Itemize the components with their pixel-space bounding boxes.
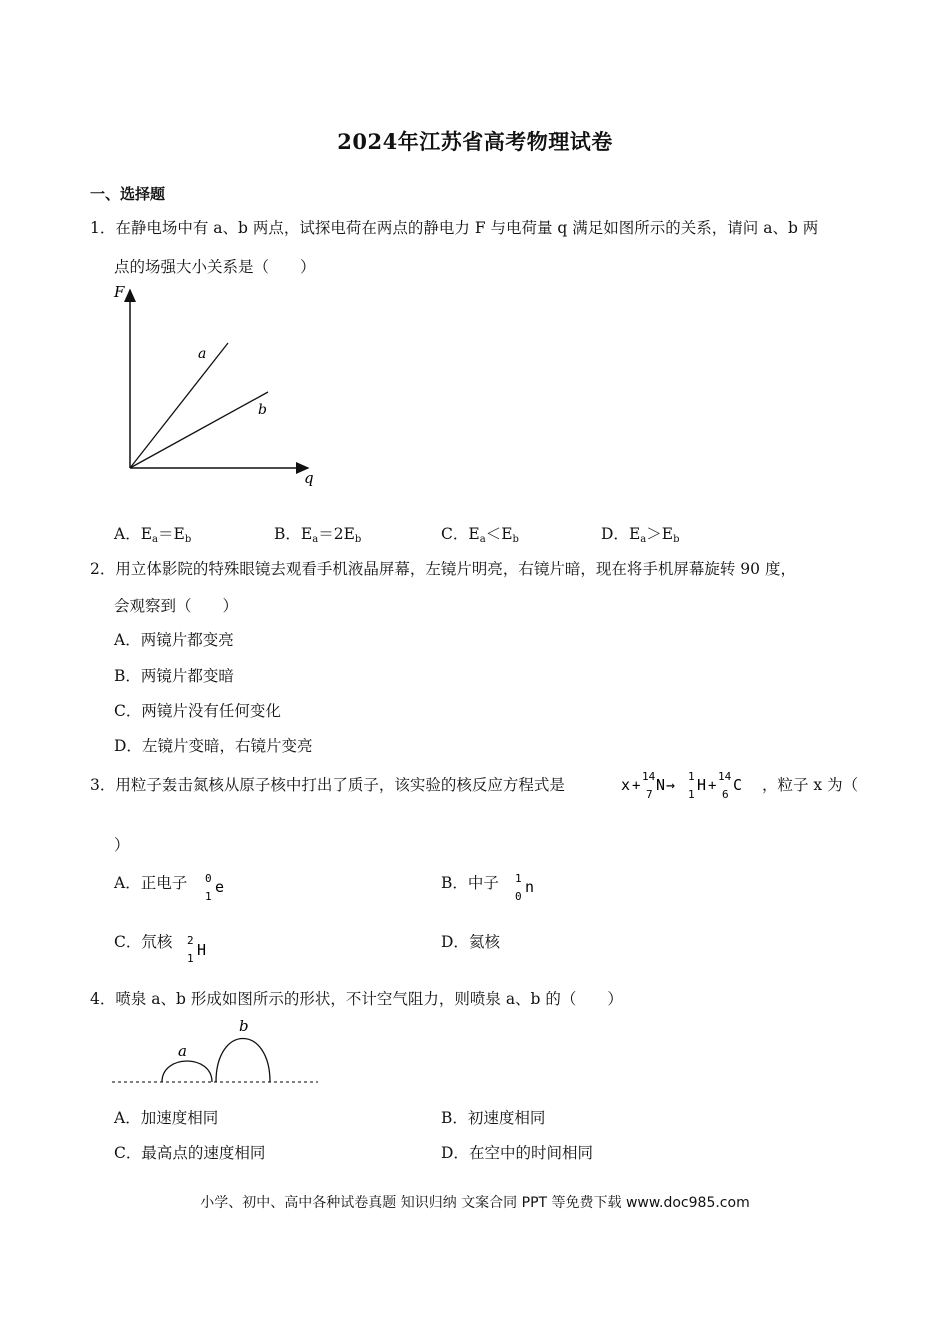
svg-text:+: + (708, 778, 717, 794)
fountain-a-label: a (178, 1042, 187, 1060)
positron-symbol (200, 868, 232, 908)
fountain-a (162, 1061, 212, 1082)
q4-option-d[interactable]: D．在空中的时间相同 (441, 1144, 593, 1162)
question-3: 3．用粒子轰击氮核从原子核中打出了质子，该实验的核反应方程式是 (90, 776, 565, 794)
svg-text:2: 2 (187, 934, 194, 947)
fountain-b (216, 1039, 270, 1083)
svg-text:6: 6 (722, 788, 729, 801)
page-title: 2024年江苏省高考物理试卷 (337, 129, 613, 154)
svg-text:14: 14 (718, 770, 732, 783)
question-1-line-2: 点的场强大小关系是（ ） (114, 258, 316, 276)
q4-option-c[interactable]: C．最高点的速度相同 (114, 1144, 266, 1162)
q1-option-d[interactable]: D．$E_a>E_b$ (601, 525, 680, 545)
q4-option-a[interactable]: A．加速度相同 (114, 1109, 219, 1127)
svg-text:C: C (733, 776, 743, 794)
q3-option-a[interactable]: A．正电子 (114, 874, 188, 892)
neutron-symbol (510, 868, 542, 908)
svg-text:e: e (215, 878, 225, 896)
page-footer: 小学、初中、高中各种试卷真题 知识归纳 文案合同 PPT 等免费下载 www.doc985.com (200, 1195, 750, 1211)
y-axis-label: F (114, 283, 125, 301)
svg-text:1: 1 (187, 952, 194, 965)
force-charge-graph (100, 280, 330, 490)
svg-text:1: 1 (688, 788, 695, 801)
q3-option-b[interactable]: B．中子 (441, 874, 499, 892)
q1-option-a[interactable]: A．$E_a=E_b$ (114, 525, 192, 545)
svg-text:1: 1 (688, 770, 695, 783)
question-2: 2．用立体影院的特殊眼镜去观看手机液晶屏幕，左镜片明亮，右镜片暗，现在将手机屏幕旋转 90 度， (90, 560, 796, 578)
svg-text:x: x (621, 776, 631, 794)
svg-text:1: 1 (515, 872, 522, 885)
svg-text:→: → (666, 776, 676, 794)
q1-option-b[interactable]: B．$E_a=2E_b$ (274, 525, 362, 545)
line-b (130, 392, 268, 468)
question-number: 1． (90, 219, 116, 237)
deuteron-symbol (182, 930, 214, 970)
svg-text:1: 1 (205, 890, 212, 903)
svg-text:+: + (632, 778, 641, 794)
x-axis-label: q (304, 469, 314, 487)
nuclear-equation (619, 764, 764, 804)
question-2-line-2: 会观察到（ ） (114, 597, 239, 615)
svg-text:0: 0 (515, 890, 522, 903)
question-text: 在静电场中有 a、b 两点，试探电荷在两点的静电力 F 与电荷量 q 满足如图所示的关系，请问 a、b 两 (115, 219, 819, 237)
q2-option-c[interactable]: C．两镜片没有任何变化 (114, 702, 281, 720)
q4-option-b[interactable]: B．初速度相同 (441, 1109, 546, 1127)
fountain-b-label: b (239, 1017, 249, 1035)
svg-text:7: 7 (646, 788, 653, 801)
question-3-line-2: ） (114, 836, 130, 854)
svg-text:H: H (197, 941, 207, 959)
svg-text:n: n (525, 878, 535, 896)
q3-option-c[interactable]: C．氘核 (114, 933, 173, 951)
fountain-diagram (108, 1012, 323, 1088)
svg-text:H: H (697, 776, 707, 794)
question-4: 4．喷泉 a、b 形成如图所示的形状，不计空气阻力，则喷泉 a、b 的（ ） (90, 990, 623, 1008)
section-heading: 一、选择题 (90, 185, 166, 203)
question-3-tail: ，粒子 x 为（ (762, 776, 859, 794)
line-a-label: a (198, 346, 207, 362)
q2-option-d[interactable]: D．左镜片变暗，右镜片变亮 (114, 737, 313, 755)
q3-option-d[interactable]: D．氦核 (441, 933, 500, 951)
q2-option-a[interactable]: A．两镜片都变亮 (114, 631, 234, 649)
q2-option-b[interactable]: B．两镜片都变暗 (114, 667, 234, 685)
svg-text:14: 14 (642, 770, 656, 783)
svg-text:0: 0 (205, 872, 212, 885)
svg-text:N: N (656, 776, 666, 794)
q1-option-c[interactable]: C．$E_a<E_b$ (441, 525, 519, 545)
line-b-label: b (258, 402, 267, 418)
line-a (130, 343, 228, 468)
question-1 (90, 216, 818, 238)
